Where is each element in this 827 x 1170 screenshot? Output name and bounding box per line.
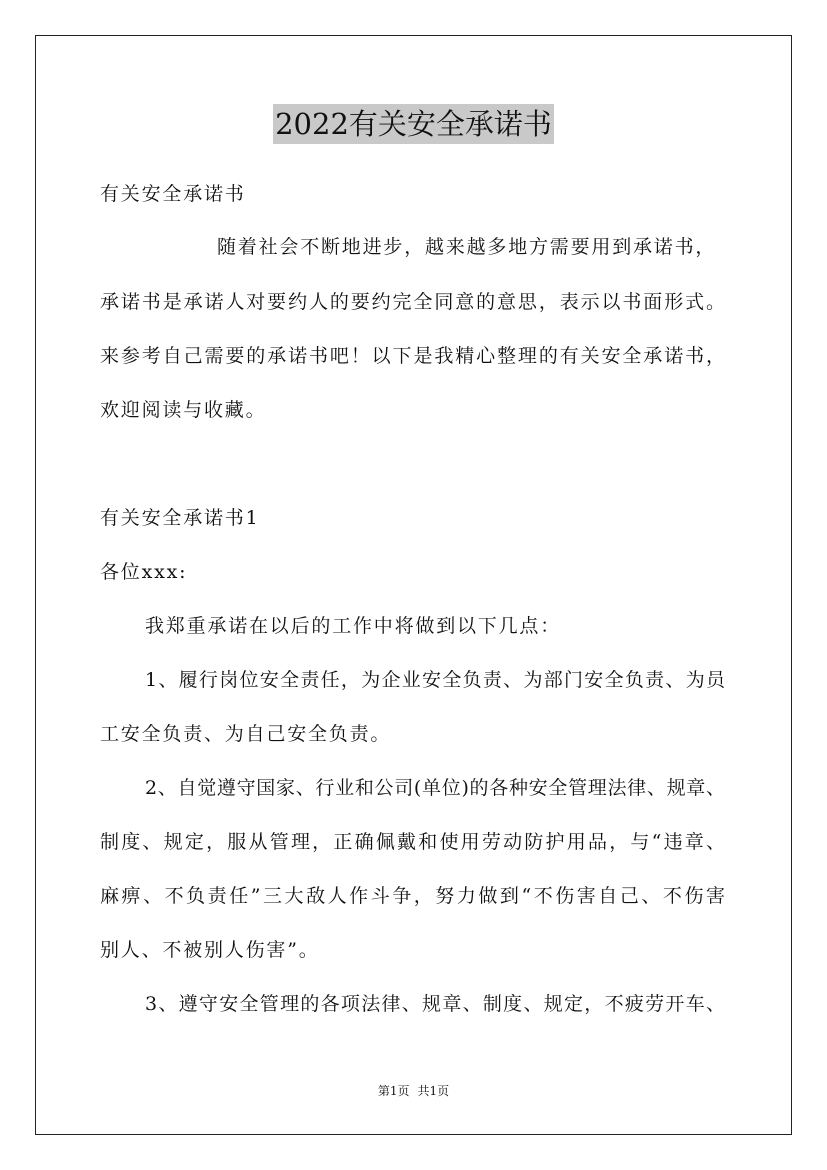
salutation: 各位xxx: — [100, 561, 188, 583]
title-container — [0, 104, 827, 144]
intro-line-4: 欢迎阅读与收藏。 — [100, 399, 267, 421]
intro-line-2: 承诺书是承诺人对要约人的要约完全同意的意思，表示以书面形式。 — [100, 291, 725, 313]
page-total: 共1页 — [417, 1084, 450, 1098]
page-footer — [0, 1083, 827, 1099]
subtitle: 有关安全承诺书 — [100, 183, 246, 205]
body-line-8: 3、遵守安全管理的各项法律、规章、制度、规定，不疲劳开车、 — [145, 993, 725, 1015]
body-line-3: 工安全负责、为自己安全负责。 — [100, 723, 392, 745]
section-heading: 有关安全承诺书1 — [100, 507, 260, 529]
intro-line-3: 来参考自己需要的承诺书吧！以下是我精心整理的有关安全承诺书， — [100, 345, 725, 367]
body-line-1: 我郑重承诺在以后的工作中将做到以下几点： — [145, 615, 562, 637]
body-line-7: 别人、不被别人伤害”。 — [100, 939, 320, 961]
page-number: 第1页 — [377, 1084, 410, 1098]
body-line-2: 1、履行岗位安全责任，为企业安全负责、为部门安全负责、为员 — [145, 669, 725, 691]
document-title: 2022有关安全承诺书 — [273, 104, 554, 144]
body-line-5: 制度、规定，服从管理，正确佩戴和使用劳动防护用品，与“违章、 — [100, 831, 725, 853]
intro-line-1: 随着社会不断地进步，越来越多地方需要用到承诺书， — [217, 236, 717, 258]
body-line-6: 麻痹、不负责任”三大敌人作斗争，努力做到“不伤害自己、不伤害 — [100, 885, 725, 907]
body-line-4: 2、自觉遵守国家、行业和公司(单位)的各种安全管理法律、规章、 — [145, 777, 725, 799]
